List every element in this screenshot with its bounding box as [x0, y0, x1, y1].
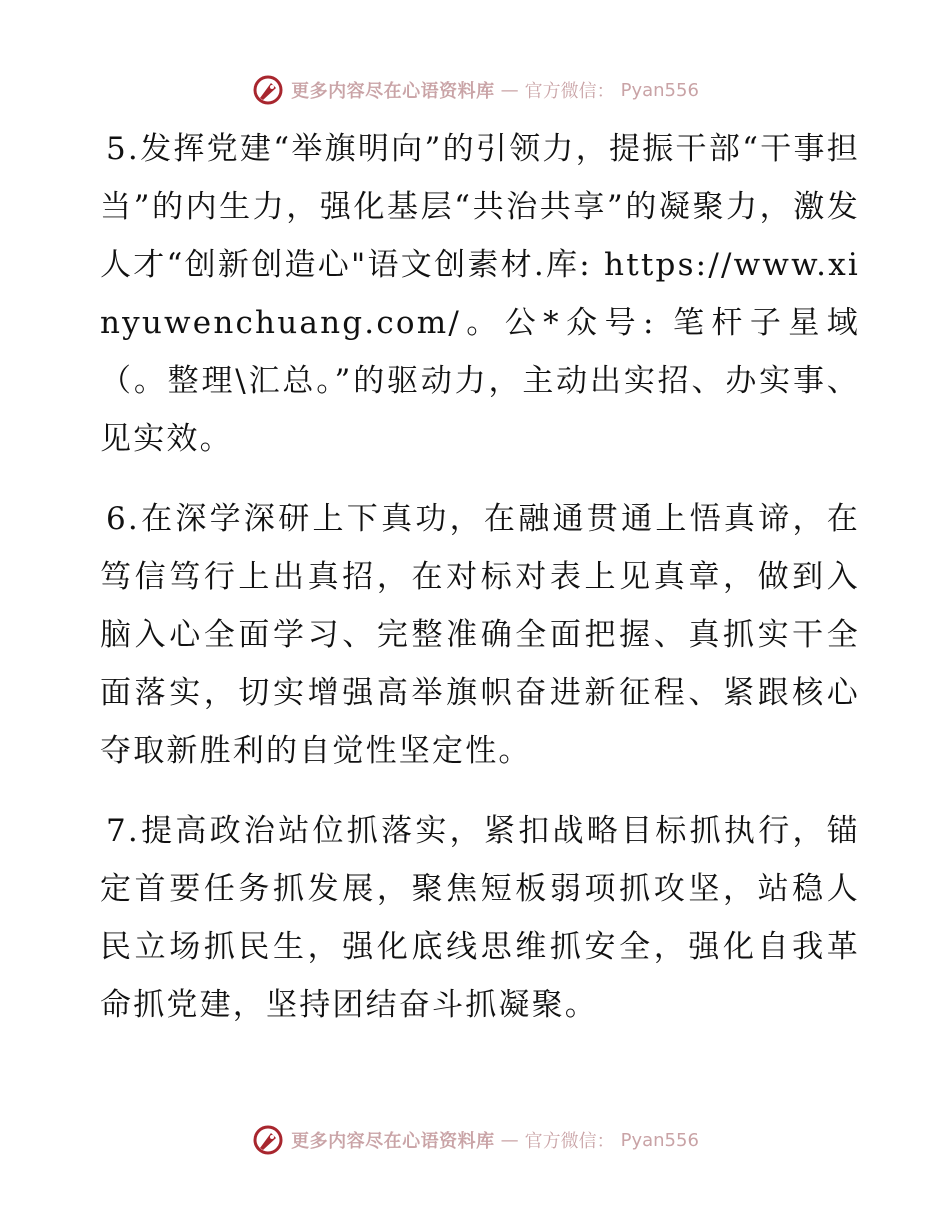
paragraph-number: 7.	[106, 813, 140, 849]
paragraph-7	[100, 802, 860, 1034]
watermark-separator: —	[500, 1129, 519, 1151]
paragraph-number: 5.	[106, 131, 140, 167]
pen-nib-logo-icon	[251, 1123, 285, 1157]
header-watermark	[0, 70, 950, 110]
document-body	[100, 120, 860, 1056]
watermark-wechat-id: Pyan556	[620, 1129, 699, 1151]
paragraph-text: 发挥党建“举旗明向”的引领力，提振干部“干事担当”的内生力，强化基层“共治共享”的凝聚力，激发人才“创新创造心"语文创素材.库: https://www.xinyuwenchuang.com/。公*众号: 笔杆子星域（。整理\汇总。”的驱动力，主动出实招、办实事、见实效。	[100, 131, 860, 457]
paragraph-6	[100, 490, 860, 780]
watermark-text: 更多内容尽在心语资料库	[291, 81, 495, 102]
watermark-wechat-id: Pyan556	[620, 79, 699, 101]
paragraph-number: 6.	[106, 501, 140, 537]
paragraph-text: 在深学深研上下真功，在融通贯通上悟真谛，在笃信笃行上出真招，在对标对表上见真章，做到入脑入心全面学习、完整准确全面把握、真抓实干全面落实，切实增强高举旗帜奋进新征程、紧跟核心夺取新胜利的自觉性坚定性。	[100, 501, 860, 769]
watermark-wechat-label: 官方微信：	[524, 1131, 615, 1152]
watermark-separator: —	[500, 79, 519, 101]
paragraph-5	[100, 120, 860, 468]
watermark-text: 更多内容尽在心语资料库	[291, 1131, 495, 1152]
footer-watermark	[0, 1120, 950, 1160]
paragraph-text: 提高政治站位抓落实，紧扣战略目标抓执行，锚定首要任务抓发展，聚焦短板弱项抓攻坚，站稳人民立场抓民生，强化底线思维抓安全，强化自我革命抓党建，坚持团结奋斗抓凝聚。	[100, 813, 860, 1023]
pen-nib-logo-icon	[251, 73, 285, 107]
watermark-wechat-label: 官方微信：	[524, 81, 615, 102]
